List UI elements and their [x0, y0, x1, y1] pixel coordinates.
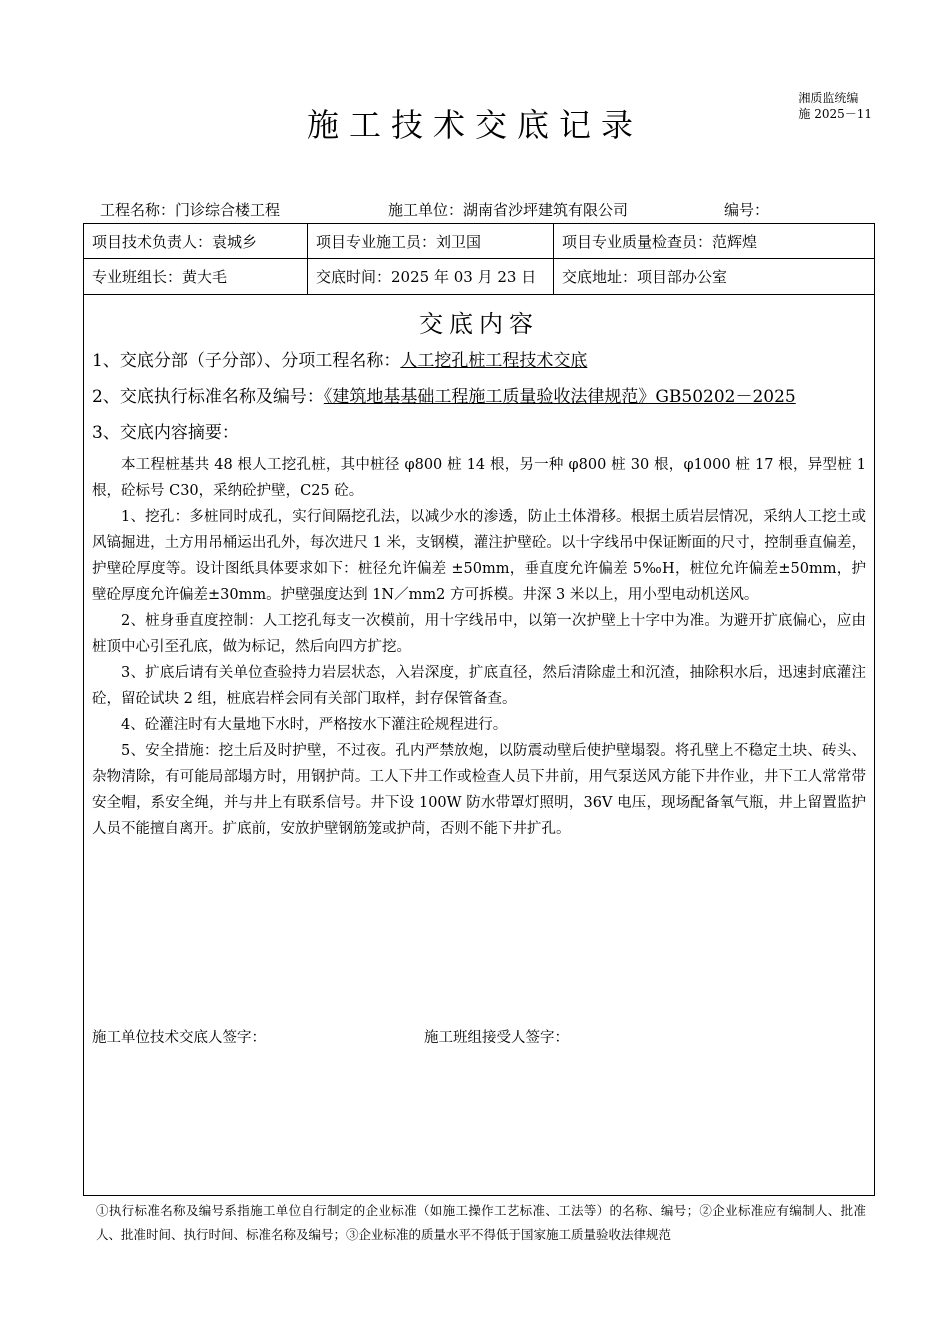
record-number: 编号： [724, 201, 770, 219]
discloser-signature-label: 施工单位技术交底人签字： [92, 1030, 266, 1046]
disclosure-body [92, 452, 866, 842]
item1-value: 人工挖孔桩工程技术交底 [400, 351, 588, 371]
item2-label: 2、交底执行标准名称及编号： [92, 387, 324, 407]
tech-lead-cell: 项目技术负责人：袁城乡 [92, 232, 258, 251]
info-row-1 [84, 224, 874, 259]
disclosure-date-cell: 交底时间：2025 年 03 月 23 日 [307, 259, 553, 294]
paragraph: 1、挖孔：多桩同时成孔，实行间隔挖孔法，以减少水的渗透，防止土体滑移。根据土质岩层情况，采纳人工挖土或风镐掘进，土方用吊桶运出孔外，每次进尺 1 米，支钢模，灌注护壁砼。以十字线吊中保证断面的尺寸，控制垂直偏差，护壁砼厚度等。设计图纸具体要求如下：桩径允许偏差 ±50mm，垂直度允许偏差 5‰H，桩位允许偏差±50mm，护壁砼厚度允许偏差±30mm。护壁强度达到 1N／mm2 方可拆模。井深 3 米以上，用小型电动机送风。 [92, 509, 866, 603]
item2-value: 《建筑地基基础工程施工质量验收法律规范》GB50202－2025 [323, 387, 796, 407]
info-row-2 [84, 259, 874, 295]
form-code-line2: 施 2025－11 [798, 107, 872, 121]
item-standard [92, 382, 796, 407]
item-summary [92, 418, 239, 443]
item-project-name [92, 346, 587, 371]
project-name: 工程名称：门诊综合楼工程 [100, 201, 281, 219]
site-worker-cell: 项目专业施工员：刘卫国 [307, 224, 553, 258]
form-code-line1: 湘质监统编 [798, 91, 859, 105]
section-title: 交底内容 [419, 310, 539, 338]
quality-inspector-cell: 项目专业质量检查员：范辉煌 [553, 224, 874, 258]
team-leader-cell: 专业班组长：黄大毛 [92, 268, 228, 286]
item1-label: 1、交底分部（子分部）、分项工程名称： [92, 351, 401, 371]
disclosure-location-cell: 交底地址：项目部办公室 [553, 259, 874, 294]
paragraph: 3、扩底后请有关单位查验持力岩层状态，入岩深度，扩底直径，然后清除虚土和沉渣，抽除积水后，迅速封底灌注砼，留砼试块 2 组，桩底岩样会同有关部门取样，封存保管备查。 [92, 665, 866, 707]
paragraph: 4、砼灌注时有大量地下水时，严格按水下灌注砼规程进行。 [121, 717, 508, 733]
paragraph: 5、安全措施：挖土后及时护壁，不过夜。孔内严禁放炮，以防震动壁后使护壁塌裂。将孔壁上不稳定土块、砖头、杂物清除，有可能局部塌方时，用钢护苘。工人下井工作或检查人员下井前，用气泵送风方能下井作业，井下工人常常带安全帽，系安全绳，并与井上有联系信号。井下设 100W 防水带罩灯照明，36V 电压，现场配备氧气瓶，井上留置监护人员不能擅自离开。扩底前，安放护壁钢筋笼或护苘，否则不能下井扩孔。 [92, 743, 866, 837]
footnote: ①执行标准名称及编号系指施工单位自行制定的企业标准（如施工操作工艺标准、工法等）的名称、编号；②企业标准应有编制人、批准人、批准时间、执行时间、标准名称及编号；③企业标准的质量水平不得低于国家施工质量验收法律规范 [96, 1203, 866, 1242]
receiver-signature-label: 施工班组接受人签字： [424, 1030, 569, 1046]
construction-unit: 施工单位：湖南省沙坪建筑有限公司 [388, 201, 629, 219]
paragraph: 本工程桩基共 48 根人工挖孔桩，其中桩径 φ800 桩 14 根，另一种 φ800 桩 30 根，φ1000 桩 17 根，异型桩 1 根，砼标号 C30，采纳砼护壁，C25 砼。 [92, 457, 866, 499]
item3-label: 3、交底内容摘要： [92, 423, 239, 443]
disclosure-form [83, 223, 875, 1196]
document-title: 施工技术交底记录 [306, 106, 643, 144]
paragraph: 2、桩身垂直度控制：人工挖孔每支一次模前，用十字线吊中，以第一次护壁上十字中为准。为避开扩底偏心，应由桩顶中心引至孔底，做为标记，然后向四方扩挖。 [92, 613, 866, 655]
